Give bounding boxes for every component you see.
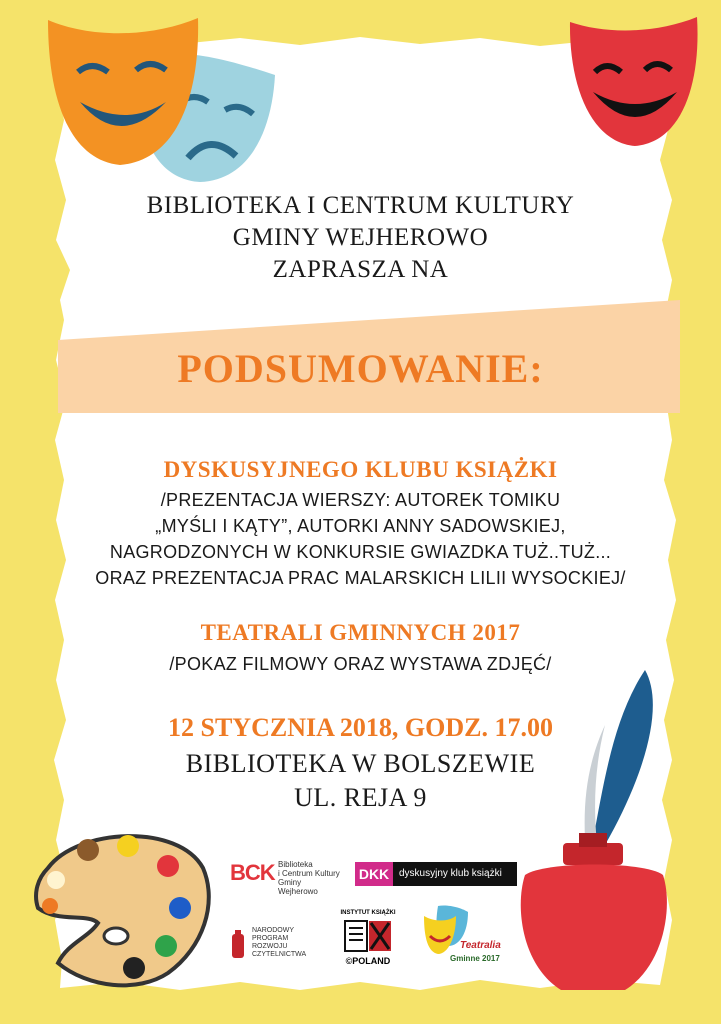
event-place: BIBLIOTEKA W BOLSZEWIE	[185, 749, 536, 778]
event-date: 12 STYCZNIA 2018, GODZ. 17.00	[168, 713, 553, 742]
section2-heading: TEATRALI GMINNYCH 2017	[200, 620, 521, 645]
section1-line: ORAZ PREZENTACJA PRAC MALARSKICH LILII WYSOCKIEJ/	[95, 568, 626, 588]
bck-logo: BCK Biblioteka i Centrum Kultury Gminy Wejherowo	[230, 860, 340, 896]
section1-heading: DYSKUSYJNEGO KLUBU KSIĄŻKI	[163, 457, 558, 482]
section1-line: „MYŚLI I KĄTY”, AUTORKI ANNY SADOWSKIEJ,	[155, 516, 566, 536]
invite-line: ZAPRASZA NA	[272, 256, 449, 283]
red-comedy-mask-icon	[565, 12, 705, 152]
quill-inkwell-icon	[505, 665, 675, 995]
organizer-line-1: BIBLIOTEKA I CENTRUM KULTURY	[146, 192, 575, 219]
section1-line: /PREZENTACJA WIERSZY: AUTOREK TOMIKU	[160, 490, 561, 510]
section2-subline: /POKAZ FILMOWY ORAZ WYSTAWA ZDJĘĆ/	[169, 654, 552, 674]
teatralia-logo: Teatralia Gminne 2017	[422, 902, 512, 972]
npr-emblem-icon	[228, 930, 248, 960]
page-title: PODSUMOWANIE:	[177, 346, 544, 391]
npr-logo: NARODOWY PROGRAM ROZWOJU CZYTELNICTWA	[228, 925, 318, 965]
paint-palette-icon	[28, 828, 213, 993]
event-address: UL. REJA 9	[294, 783, 427, 812]
teatralia-masks-icon	[422, 902, 470, 960]
theatre-masks-icon	[40, 10, 280, 185]
section1-line: NAGRODZONYCH W KONKURSIE GWIAZDKA TUŻ..TUŻ...	[109, 542, 612, 562]
dkk-logo: DKK dyskusyjny klub książki	[355, 862, 517, 886]
organizer-line-2: GMINY WEJHEROWO	[232, 224, 489, 251]
book-box-icon	[344, 920, 392, 952]
instytut-ksiazki-logo: INSTYTUT KSIĄŻKI ©POLAND	[340, 910, 396, 966]
